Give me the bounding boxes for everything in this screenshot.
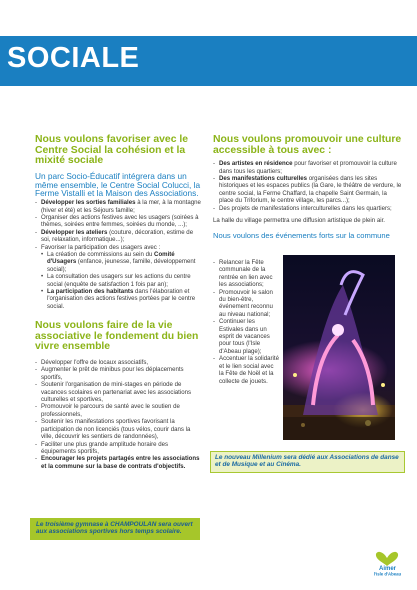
- item-text: Soutenir l'organisation de mini-stages en période de vacances scolaires en partenariat avec les associations culturelles et sportives,: [41, 381, 192, 404]
- item-emphasis: Comité d'Usagers: [47, 251, 175, 266]
- list-item: [35, 214, 203, 229]
- item-text: Favoriser la participation des usagers avec :: [41, 243, 161, 251]
- page-title: SOCIALE: [7, 42, 140, 74]
- gymnase-callout: Le troisième gymnase à CHAMPOULAN sera ouvert aux associations sportives hors temps scolaire.: [30, 518, 200, 540]
- list-item: [213, 175, 403, 205]
- list-item: - Promouvoir le salon du bien-être, événement reconnu au niveau national;: [213, 289, 279, 319]
- list-item: [35, 418, 203, 440]
- halle-note: La halle du village permettra une diffusion artistique de plein air.: [213, 217, 385, 225]
- top-margin: [0, 0, 417, 36]
- item-text: Promouvoir le parcours de santé avec le soutien de professionnels,: [41, 403, 180, 418]
- item-text: Soutenir les manifestations sportives favorisant la participation de non licenciés (tous vélos, courir dans la ville, découvrir les sentiers de randonnées),: [41, 418, 191, 441]
- list-item: [35, 199, 203, 214]
- festival-night-photo: [283, 255, 395, 440]
- section-title-evenements: Nous voulons des événements forts sur la commune: [213, 231, 390, 241]
- section-title-cohesion: Nous voulons favoriser avec le Centre Social la cohésion et la mixité sociale: [35, 134, 189, 167]
- sub-list-item: [35, 288, 203, 310]
- item-emphasis: Encourager les projets partagés entre les associations et la commune sur la base de contrats d'objectifs.: [41, 455, 200, 470]
- item-text: Développer l'offre de locaux associatifs,: [41, 359, 149, 367]
- item-emphasis: Des artistes en résidence: [219, 160, 293, 168]
- evenements-list: [213, 259, 279, 385]
- millenium-callout: Le nouveau Millenium sera dédié aux Associations de danse et de Musique et au Cinéma.: [210, 451, 405, 473]
- participation-sublist: [35, 251, 203, 310]
- item-text: dans l'élaboration et l'organisation des actions festives portées par le centre social.: [47, 288, 196, 310]
- item-text: (couture, décoration, estime de soi, relaxation, informatique...);: [41, 228, 194, 244]
- aimer-isle-abeau-logo: [371, 546, 404, 576]
- list-item: [35, 244, 203, 251]
- list-item: [213, 205, 403, 212]
- item-text: Faciliter une plus grande amplitude horaire des équipements sportifs,: [41, 440, 169, 455]
- vie-associative-list: [35, 359, 203, 470]
- item-text: pour favoriser et promouvoir la culture dans tous les quartiers;: [219, 160, 397, 175]
- item-emphasis: La participation des habitants: [47, 288, 134, 296]
- section-title-culture: Nous voulons promouvoir une culture accessible à tous avec :: [213, 134, 402, 156]
- item-text: Augmenter le prêt de minibus pour les déplacements sportifs,: [41, 366, 184, 381]
- list-item: [35, 366, 203, 381]
- section-title-vie-associative: Nous voulons faire de la vie associative le fondement du bien vivre ensemble: [35, 320, 199, 353]
- evenements-column: [213, 259, 279, 385]
- item-text: La création de commissions au sein du: [47, 251, 155, 259]
- logo-line1: Aimer: [378, 566, 397, 572]
- list-item: [213, 160, 403, 175]
- section-intro-parc: Un parc Socio-Éducatif intégrera dans un même ensemble, le Centre Social Colucci, la Ferme Vistalli et la Maison des Associations.: [35, 170, 201, 199]
- list-item: - Relancer la Fête communale de la rentrée en lien avec les associations;: [213, 259, 279, 289]
- right-column: [213, 135, 403, 240]
- item-text: Des projets de manifestations interculturelles dans les quartiers;: [219, 204, 392, 212]
- sub-list-item: [35, 273, 203, 288]
- item-emphasis: Des manifestations culturelles: [219, 175, 308, 182]
- list-item: [35, 441, 203, 456]
- item-text: à la mer, à la montagne (hiver et été) et les Séjours famille;: [41, 199, 201, 214]
- item-emphasis: Développer les ateliers: [41, 228, 108, 236]
- sub-list-item: [35, 251, 203, 273]
- list-item: [35, 455, 203, 470]
- item-emphasis: Développer les sorties familiales: [41, 199, 136, 207]
- list-item: [35, 403, 203, 418]
- cohesion-list: [35, 199, 203, 251]
- item-text: organisées dans les sites historiques et les espaces publics (la Gare, le théâtre de verdure, le centre social, la Ferme Chaffard, la chapelle Saint Germain, la place du Triforium, le centre village, les parcs...);: [219, 175, 402, 205]
- item-text: (enfance, jeunesse, famille, développement social);: [47, 258, 196, 273]
- logo-line2: l'Isle d'Abeau: [373, 571, 402, 576]
- list-item: [35, 229, 203, 244]
- list-item: [35, 359, 203, 366]
- culture-list: [213, 160, 403, 212]
- list-item: - Accentuer la solidarité et le lien social avec la Fête de Noël et la collecte de jouets.: [213, 355, 279, 385]
- item-text: Organiser des actions festives avec les usagers (soirées à thèmes, soirées entre femmes, soirées du monde, ...);: [41, 213, 199, 229]
- list-item: [35, 381, 203, 403]
- item-text: La consultation des usagers sur les actions du centre social (enquête de satisfaction 1 fois par an);: [47, 273, 191, 288]
- list-item: - Continuer les Estivales dans un esprit de vacances pour tous (l'Isle d'Abeau plage);: [213, 318, 279, 355]
- left-column: [35, 135, 203, 470]
